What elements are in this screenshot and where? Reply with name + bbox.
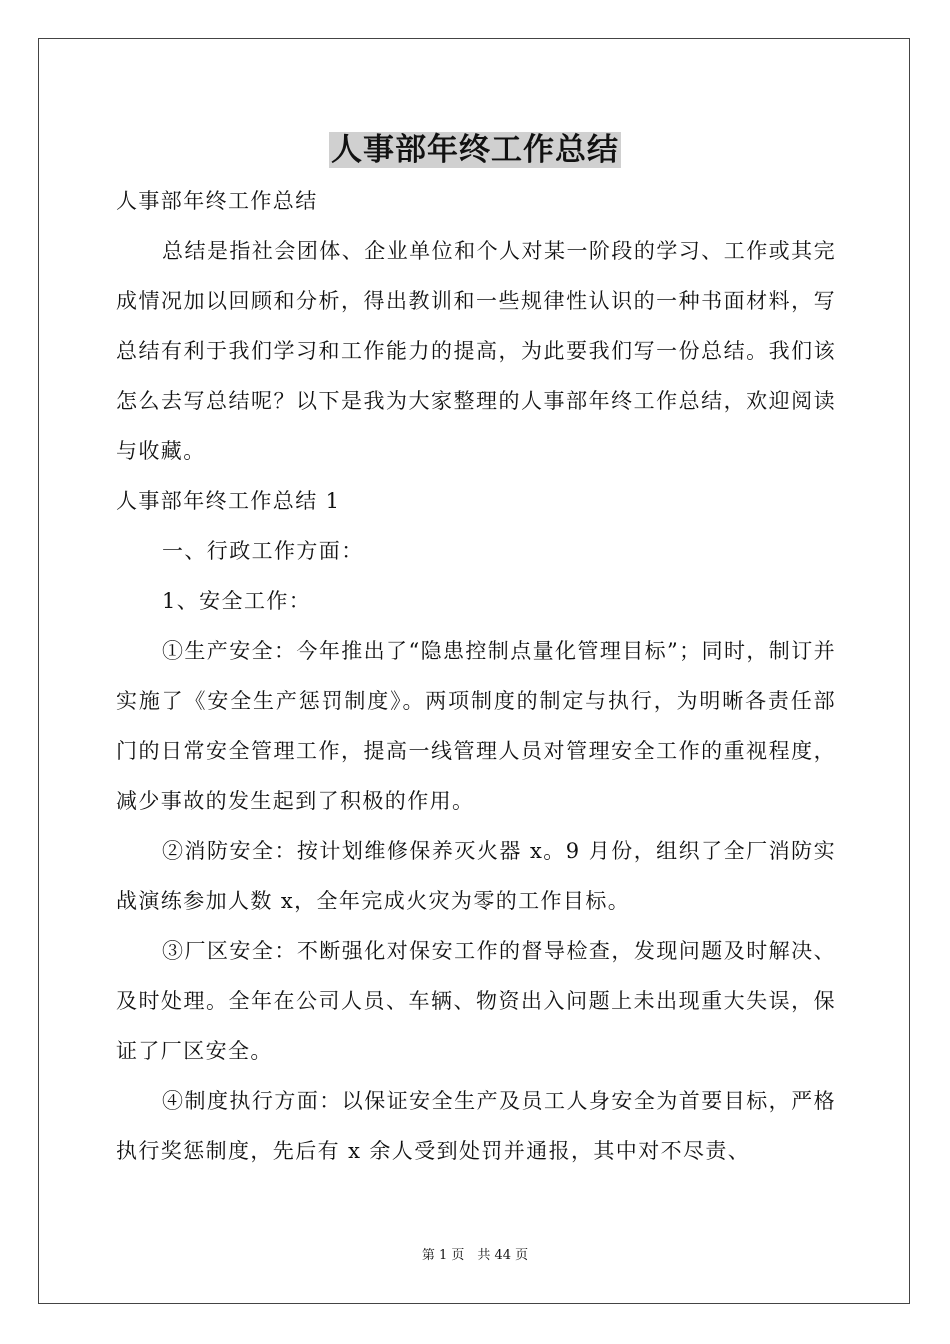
body-paragraph: 一、行政工作方面： <box>162 539 364 563</box>
body-paragraph: 1、安全工作： <box>162 589 312 613</box>
body-paragraph: ①生产安全：今年推出了“隐患控制点量化管理目标”；同时，制订并实施了《安全生产惩罚制度》。两项制度的制定与执行，为明晰各责任部门的日常安全管理工作，提高一线管理人员对管理安全工作的重视程度，减少事故的发生起到了积极的作用。 <box>116 639 836 813</box>
body-paragraph: ②消防安全：按计划维修保养灭火器 x。9 月份，组织了全厂消防实战演练参加人数 x，全年完成火灾为零的工作目标。 <box>116 839 836 913</box>
document-title-text: 人事部年终工作总结 <box>331 132 619 168</box>
page-footer <box>0 1246 950 1266</box>
body-paragraph: ③厂区安全：不断强化对保安工作的督导检查，发现问题及时解决、及时处理。全年在公司人员、车辆、物资出入问题上未出现重大失误，保证了厂区安全。 <box>116 939 836 1063</box>
body-paragraph: ④制度执行方面：以保证安全生产及员工人身安全为首要目标，严格执行奖惩制度，先后有 x 余人受到处罚并通报，其中对不尽责、 <box>116 1089 836 1163</box>
document-body <box>116 176 836 1176</box>
body-paragraph: 人事部年终工作总结 1 <box>116 489 341 513</box>
body-paragraph: 总结是指社会团体、企业单位和个人对某一阶段的学习、工作或其完成情况加以回顾和分析，得出教训和一些规律性认识的一种书面材料，写总结有利于我们学习和工作能力的提高，为此要我们写一份总结。我们该怎么去写总结呢？以下是我为大家整理的人事部年终工作总结，欢迎阅读与收藏。 <box>116 239 836 463</box>
document-title <box>0 128 950 172</box>
page-number: 第 1 页 共 44 页 <box>421 1248 529 1263</box>
body-paragraph: 人事部年终工作总结 <box>116 189 318 213</box>
